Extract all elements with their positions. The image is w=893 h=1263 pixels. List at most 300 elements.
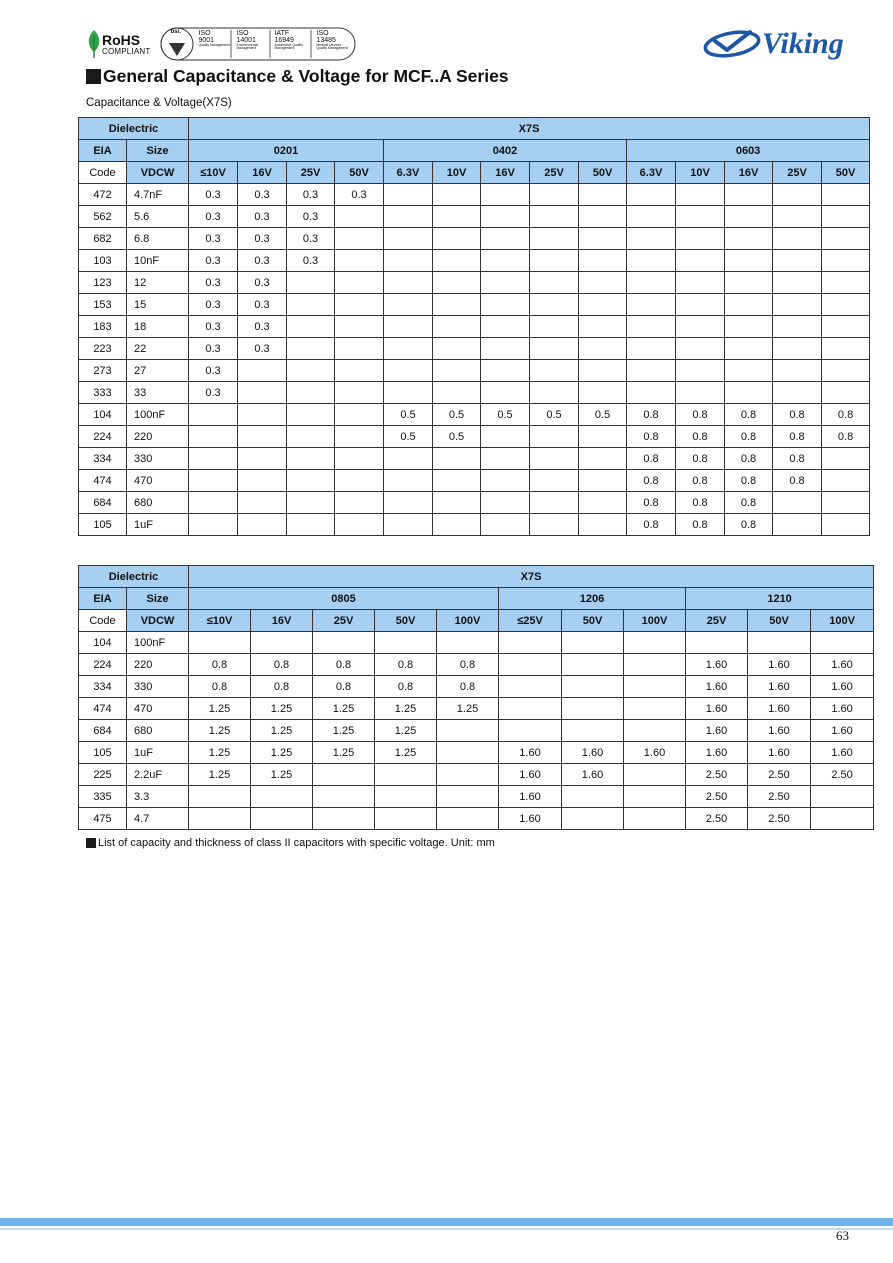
voltage-header: 50V	[562, 610, 624, 632]
thickness-cell	[579, 338, 627, 360]
thickness-cell	[822, 360, 870, 382]
table-row	[79, 382, 870, 404]
thickness-cell: 0.3	[238, 184, 287, 206]
thickness-cell	[287, 470, 335, 492]
thickness-cell: 0.8	[676, 404, 725, 426]
size-group-header: 0603	[627, 140, 870, 162]
thickness-cell	[189, 404, 238, 426]
table-row	[79, 360, 870, 382]
thickness-cell: 0.8	[627, 470, 676, 492]
thickness-cell	[530, 426, 579, 448]
thickness-cell	[499, 654, 562, 676]
thickness-cell	[676, 316, 725, 338]
thickness-cell	[384, 448, 433, 470]
thickness-cell	[579, 470, 627, 492]
voltage-header: 50V	[579, 162, 627, 184]
thickness-cell: 0.8	[627, 514, 676, 536]
thickness-cell	[530, 360, 579, 382]
thickness-cell	[822, 184, 870, 206]
eia-code-cell: 333	[79, 382, 127, 404]
thickness-cell	[627, 228, 676, 250]
cert-number: 14001	[236, 37, 256, 44]
table-row	[79, 338, 870, 360]
thickness-cell	[433, 514, 481, 536]
thickness-cell	[676, 184, 725, 206]
voltage-header: 25V	[313, 610, 375, 632]
thickness-cell	[627, 316, 676, 338]
page-number: 63	[836, 1228, 849, 1243]
thickness-cell	[384, 206, 433, 228]
eia-code-cell: 682	[79, 228, 127, 250]
thickness-cell	[627, 360, 676, 382]
eia-code-cell: 335	[79, 786, 127, 808]
thickness-cell	[481, 316, 530, 338]
thickness-cell: 0.8	[822, 404, 870, 426]
thickness-cell	[773, 514, 822, 536]
thickness-cell	[822, 206, 870, 228]
thickness-cell	[437, 632, 499, 654]
capacitance-cell: 330	[127, 448, 189, 470]
thickness-cell	[627, 338, 676, 360]
thickness-cell	[437, 808, 499, 830]
dielectric-label: Dielectric	[79, 118, 189, 140]
eia-code-cell: 684	[79, 492, 127, 514]
voltage-header: 100V	[811, 610, 874, 632]
thickness-cell: 1.25	[251, 742, 313, 764]
footer-band	[0, 1218, 893, 1226]
thickness-cell	[748, 632, 811, 654]
thickness-cell	[562, 632, 624, 654]
code-label: Code	[79, 162, 127, 184]
thickness-cell: 1.60	[686, 720, 748, 742]
thickness-cell: 0.8	[313, 654, 375, 676]
thickness-cell: 0.8	[189, 676, 251, 698]
thickness-cell	[375, 786, 437, 808]
table-row	[79, 492, 870, 514]
capacitance-table-large	[78, 565, 874, 830]
capacitance-cell: 470	[127, 698, 189, 720]
thickness-cell	[811, 808, 874, 830]
thickness-cell: 0.5	[433, 404, 481, 426]
thickness-cell	[725, 338, 773, 360]
thickness-cell: 0.5	[530, 404, 579, 426]
thickness-cell	[384, 316, 433, 338]
thickness-cell	[822, 316, 870, 338]
footnote	[86, 837, 495, 849]
capacitance-cell: 5.6	[127, 206, 189, 228]
thickness-cell	[481, 294, 530, 316]
thickness-cell	[481, 228, 530, 250]
thickness-cell	[287, 448, 335, 470]
thickness-cell: 1.25	[375, 698, 437, 720]
table-row	[79, 742, 874, 764]
eia-label: EIA	[79, 588, 127, 610]
size-group-header: 0201	[189, 140, 384, 162]
thickness-cell: 0.3	[238, 294, 287, 316]
cert-iso-13485	[316, 30, 350, 51]
thickness-cell	[433, 382, 481, 404]
table-row	[79, 206, 870, 228]
eia-code-cell: 334	[79, 448, 127, 470]
thickness-cell: 0.8	[676, 470, 725, 492]
capacitance-cell: 220	[127, 426, 189, 448]
eia-code-cell: 334	[79, 676, 127, 698]
thickness-cell	[189, 786, 251, 808]
thickness-cell	[481, 272, 530, 294]
vdcw-label: VDCW	[127, 162, 189, 184]
thickness-cell	[562, 676, 624, 698]
table-row	[79, 470, 870, 492]
cert-desc: Medical Devices Quality Management	[316, 43, 348, 51]
thickness-cell	[773, 272, 822, 294]
thickness-cell	[313, 786, 375, 808]
thickness-cell	[822, 272, 870, 294]
thickness-cell	[579, 184, 627, 206]
thickness-cell: 0.5	[433, 426, 481, 448]
capacitance-cell: 680	[127, 720, 189, 742]
thickness-cell	[481, 492, 530, 514]
thickness-cell: 0.3	[189, 250, 238, 272]
dielectric-value: X7S	[189, 118, 870, 140]
thickness-cell: 1.25	[437, 698, 499, 720]
thickness-cell	[627, 206, 676, 228]
thickness-cell	[624, 632, 686, 654]
thickness-cell	[773, 206, 822, 228]
thickness-cell	[433, 294, 481, 316]
thickness-cell	[822, 338, 870, 360]
thickness-cell	[579, 250, 627, 272]
thickness-cell: 2.50	[686, 764, 748, 786]
thickness-cell	[627, 272, 676, 294]
thickness-cell: 2.50	[686, 808, 748, 830]
thickness-cell	[499, 632, 562, 654]
thickness-cell	[433, 206, 481, 228]
thickness-cell	[676, 206, 725, 228]
thickness-cell: 1.60	[748, 676, 811, 698]
thickness-cell	[433, 448, 481, 470]
thickness-cell: 0.8	[375, 676, 437, 698]
thickness-cell: 0.8	[437, 654, 499, 676]
capacitance-cell: 15	[127, 294, 189, 316]
thickness-cell	[335, 338, 384, 360]
thickness-cell	[579, 360, 627, 382]
thickness-cell	[627, 294, 676, 316]
thickness-cell	[822, 382, 870, 404]
thickness-cell	[773, 492, 822, 514]
thickness-cell	[811, 632, 874, 654]
thickness-cell: 0.8	[627, 492, 676, 514]
thickness-cell: 1.60	[811, 742, 874, 764]
thickness-cell	[384, 382, 433, 404]
leaf-icon	[86, 29, 102, 59]
capacitance-table-small	[78, 117, 870, 536]
header-row-voltage	[79, 610, 874, 632]
footnote-text: List of capacity and thickness of class II capacitors with specific voltage. Unit: mm	[98, 837, 495, 849]
vdcw-label: VDCW	[127, 610, 189, 632]
thickness-cell: 1.25	[375, 720, 437, 742]
thickness-cell	[627, 382, 676, 404]
voltage-header: 25V	[773, 162, 822, 184]
thickness-cell	[189, 448, 238, 470]
thickness-cell	[313, 632, 375, 654]
thickness-cell: 2.50	[811, 764, 874, 786]
thickness-cell	[686, 632, 748, 654]
thickness-cell: 0.3	[287, 228, 335, 250]
thickness-cell: 1.25	[375, 742, 437, 764]
thickness-cell	[335, 426, 384, 448]
thickness-cell	[562, 654, 624, 676]
thickness-cell: 1.60	[562, 764, 624, 786]
voltage-header: 10V	[676, 162, 725, 184]
thickness-cell: 1.60	[562, 742, 624, 764]
thickness-cell	[335, 404, 384, 426]
thickness-cell	[481, 184, 530, 206]
thickness-cell: 0.3	[189, 184, 238, 206]
cert-name: ISO	[316, 30, 329, 37]
thickness-cell	[335, 206, 384, 228]
voltage-header: 25V	[530, 162, 579, 184]
thickness-cell: 0.3	[189, 272, 238, 294]
capacitance-cell: 220	[127, 654, 189, 676]
thickness-cell	[287, 382, 335, 404]
thickness-cell	[499, 698, 562, 720]
thickness-cell: 0.3	[189, 382, 238, 404]
thickness-cell	[481, 470, 530, 492]
thickness-cell	[287, 360, 335, 382]
table-row	[79, 514, 870, 536]
cert-desc: Automotive Quality Management	[274, 43, 303, 51]
thickness-cell	[530, 492, 579, 514]
capacitance-cell: 1uF	[127, 514, 189, 536]
thickness-cell	[238, 448, 287, 470]
thickness-cell: 0.5	[579, 404, 627, 426]
thickness-cell	[384, 514, 433, 536]
thickness-cell	[287, 492, 335, 514]
thickness-cell: 0.8	[189, 654, 251, 676]
thickness-cell	[579, 492, 627, 514]
cert-name: ISO	[236, 30, 249, 37]
thickness-cell: 1.60	[748, 720, 811, 742]
thickness-cell	[287, 514, 335, 536]
size-label: Size	[127, 588, 189, 610]
voltage-header: ≤25V	[499, 610, 562, 632]
thickness-cell	[579, 426, 627, 448]
thickness-cell: 0.8	[676, 492, 725, 514]
thickness-cell	[481, 360, 530, 382]
header-row-size	[79, 140, 870, 162]
dielectric-label: Dielectric	[79, 566, 189, 588]
thickness-cell: 0.8	[773, 448, 822, 470]
thickness-cell	[335, 228, 384, 250]
thickness-cell: 1.25	[189, 698, 251, 720]
thickness-cell: 0.3	[287, 184, 335, 206]
thickness-cell	[335, 272, 384, 294]
thickness-cell	[481, 206, 530, 228]
thickness-cell	[822, 492, 870, 514]
thickness-cell	[624, 764, 686, 786]
cert-iatf-16949	[274, 30, 310, 51]
certification-strip	[160, 27, 356, 61]
voltage-header: ≤10V	[189, 162, 238, 184]
capacitance-cell: 3.3	[127, 786, 189, 808]
thickness-cell	[579, 382, 627, 404]
thickness-cell: 0.5	[384, 426, 433, 448]
thickness-cell	[437, 786, 499, 808]
thickness-cell	[773, 228, 822, 250]
size-group-header: 1210	[686, 588, 874, 610]
capacitance-cell: 470	[127, 470, 189, 492]
eia-code-cell: 153	[79, 294, 127, 316]
thickness-cell: 1.25	[251, 764, 313, 786]
thickness-cell: 0.8	[773, 470, 822, 492]
thickness-cell	[725, 184, 773, 206]
capacitance-cell: 33	[127, 382, 189, 404]
thickness-cell	[384, 492, 433, 514]
table-row	[79, 632, 874, 654]
voltage-header: 50V	[335, 162, 384, 184]
thickness-cell	[562, 786, 624, 808]
thickness-cell: 0.8	[725, 492, 773, 514]
thickness-cell	[530, 316, 579, 338]
thickness-cell: 1.60	[686, 676, 748, 698]
thickness-cell	[676, 272, 725, 294]
capacitance-cell: 10nF	[127, 250, 189, 272]
thickness-cell: 2.50	[686, 786, 748, 808]
rohs-badge	[86, 29, 150, 59]
cert-number: 13485	[316, 37, 336, 44]
thickness-cell	[481, 514, 530, 536]
thickness-cell	[725, 250, 773, 272]
thickness-cell	[375, 632, 437, 654]
thickness-cell	[481, 426, 530, 448]
size-group-header: 0805	[189, 588, 499, 610]
eia-code-cell: 472	[79, 184, 127, 206]
thickness-cell: 0.8	[773, 426, 822, 448]
thickness-cell: 1.25	[313, 742, 375, 764]
thickness-cell: 0.8	[627, 426, 676, 448]
thickness-cell: 1.60	[499, 808, 562, 830]
thickness-cell	[433, 250, 481, 272]
capacitance-cell: 330	[127, 676, 189, 698]
thickness-cell	[238, 426, 287, 448]
eia-code-cell: 104	[79, 632, 127, 654]
thickness-cell	[335, 382, 384, 404]
eia-code-cell: 123	[79, 272, 127, 294]
thickness-cell	[530, 250, 579, 272]
thickness-cell	[433, 316, 481, 338]
cert-number: 16949	[274, 37, 294, 44]
thickness-cell	[251, 808, 313, 830]
thickness-cell: 0.8	[725, 448, 773, 470]
thickness-cell: 0.3	[189, 228, 238, 250]
thickness-cell	[189, 808, 251, 830]
voltage-header: 16V	[251, 610, 313, 632]
thickness-cell	[335, 360, 384, 382]
thickness-cell: 0.8	[822, 426, 870, 448]
size-group-header: 1206	[499, 588, 686, 610]
thickness-cell	[811, 786, 874, 808]
thickness-cell	[287, 426, 335, 448]
thickness-cell: 1.60	[499, 764, 562, 786]
thickness-cell	[335, 294, 384, 316]
eia-code-cell: 105	[79, 514, 127, 536]
thickness-cell	[530, 382, 579, 404]
thickness-cell	[676, 294, 725, 316]
thickness-cell	[287, 294, 335, 316]
thickness-cell	[624, 676, 686, 698]
thickness-cell	[481, 382, 530, 404]
thickness-cell	[822, 448, 870, 470]
thickness-cell	[481, 448, 530, 470]
thickness-cell	[579, 294, 627, 316]
thickness-cell	[562, 698, 624, 720]
voltage-header: 25V	[686, 610, 748, 632]
thickness-cell	[530, 338, 579, 360]
eia-code-cell: 475	[79, 808, 127, 830]
thickness-cell: 0.8	[251, 654, 313, 676]
voltage-header: 6.3V	[384, 162, 433, 184]
square-bullet-icon	[86, 69, 101, 84]
header-logos	[86, 26, 356, 62]
voltage-header: 6.3V	[627, 162, 676, 184]
eia-code-cell: 183	[79, 316, 127, 338]
table-row	[79, 228, 870, 250]
table-row	[79, 676, 874, 698]
table-row	[79, 808, 874, 830]
table-row	[79, 426, 870, 448]
thickness-cell: 2.50	[748, 808, 811, 830]
thickness-cell	[433, 492, 481, 514]
thickness-cell	[530, 470, 579, 492]
thickness-cell	[676, 250, 725, 272]
table-row	[79, 316, 870, 338]
thickness-cell	[530, 294, 579, 316]
brand-name: Viking	[762, 27, 844, 60]
thickness-cell: 0.3	[238, 338, 287, 360]
thickness-cell: 1.60	[811, 654, 874, 676]
eia-code-cell: 105	[79, 742, 127, 764]
eia-code-cell: 224	[79, 654, 127, 676]
thickness-cell: 1.60	[811, 676, 874, 698]
thickness-cell: 1.25	[189, 764, 251, 786]
eia-code-cell: 104	[79, 404, 127, 426]
thickness-cell	[624, 786, 686, 808]
thickness-cell	[433, 360, 481, 382]
capacitance-cell: 18	[127, 316, 189, 338]
capacitance-cell: 22	[127, 338, 189, 360]
eia-code-cell: 223	[79, 338, 127, 360]
voltage-header: 16V	[238, 162, 287, 184]
thickness-cell: 1.60	[686, 742, 748, 764]
size-group-header: 0402	[384, 140, 627, 162]
capacitance-cell: 12	[127, 272, 189, 294]
thickness-cell: 0.8	[627, 404, 676, 426]
thickness-cell	[530, 184, 579, 206]
thickness-cell	[579, 514, 627, 536]
footer-line	[0, 1228, 893, 1230]
thickness-cell	[676, 382, 725, 404]
thickness-cell	[335, 316, 384, 338]
code-label: Code	[79, 610, 127, 632]
thickness-cell	[725, 382, 773, 404]
thickness-cell	[773, 250, 822, 272]
header-row-voltage	[79, 162, 870, 184]
thickness-cell	[725, 316, 773, 338]
thickness-cell: 0.3	[238, 250, 287, 272]
capacitance-cell: 27	[127, 360, 189, 382]
header-row-dielectric	[79, 118, 870, 140]
thickness-cell	[725, 206, 773, 228]
